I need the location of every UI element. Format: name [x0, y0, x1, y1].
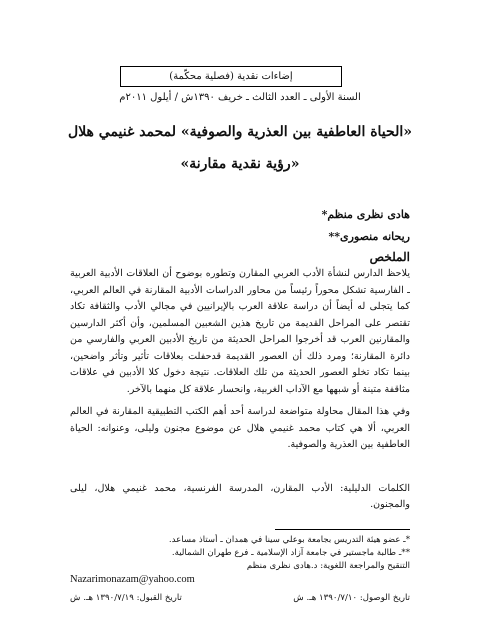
abstract-heading: الملخص: [369, 250, 410, 264]
article-title: «الحياة العاطفية بين العذرية والصوفية» لمحمد غنيمي هلال: [68, 124, 412, 140]
footnote-1: *ـ عضو هيئة التدريس بجامعة بوعلي سينا في همدان ـ أستاذ مساعد.: [168, 535, 410, 545]
accepted-date: تاريخ القبول: ١٣٩٠/٧/١٩ هـ. ش: [70, 593, 182, 603]
keywords: الكلمات الدليلية: الأدب المقارن، المدرسة الفرنسية، محمد غنيمي هلال، ليلى والمجنون.: [70, 483, 410, 510]
author-name-2: ریحانه منصوری**: [328, 230, 410, 243]
author-name-1: هادی نظری منظم*: [321, 208, 410, 221]
issue-line: السنة الأولى ـ العدد الثالث ـ خريف ١٣٩٠ش / أيلول ٢٠١١م: [119, 92, 361, 103]
journal-name: إضاءات نقدية (فصلية محكّمة): [169, 71, 293, 82]
author-email: Nazarimonazam@yahoo.com: [70, 574, 195, 585]
article-subtitle: «رؤية نقدية مقارنة»: [180, 156, 300, 172]
footnote-2: **ـ طالبة ماجستير في جامعة آزاد الإسلامية ـ فرع طهران الشمالية.: [171, 548, 410, 558]
footnotes: [120, 534, 410, 573]
abstract-paragraph-1: يلاحظ الدارس لنشأة الأدب العربي المقارن وتطوره بوضوح أن العلاقات الأدبية العربية ـ الفارسية تشكل محوراً رئيساً من محاور الدراسات الأدبية المقارنة في العالم العربي، كما يتجلى له أيضاً أن دراسة علاقة العرب بالإيرانيين في مجالي الأدب والثقافة تكاد تقتصر على المراحل القديمة من تاريخ هذين الشعبين المسلمين، وأن أكثر الدارسين والمقارنين العرب قد أخرجوا المراحل الحديثة من تاريخ الأدبين العربي والفارسي من دائرة المقارنة؛ ومرد ذلك أن العصور القديمة قدحفلت بعلاقات تأثير وتأثر واضحين، بينما تكاد تخلو العصور الحديثة من تلك العلاقات. نتيجة دخول كلا الأدبين في علاقات مثاقفة متينة أو شبهها مع الآداب الغربية، وانحسار علاقة كل منهما بالآخر.: [70, 268, 410, 395]
abstract-paragraph-2: وفي هذا المقال محاولة متواضعة لدراسة أحد أهم الكتب التطبيقية المقارنة في العالم العربي، ألا هي كتاب محمد غنيمي هلال عن موضوع مجنون وليلى، وعنوانه: الحياة العاطفية بين العذرية والصوفية.: [70, 406, 410, 450]
footnote-3: التنقيح والمراجعة اللغوية: د.هادی نظری منظم: [246, 561, 410, 571]
footnote-divider: [275, 529, 410, 530]
abstract-body: [70, 266, 410, 454]
received-date: تاريخ الوصول: ١٣٩٠/٧/١٠ هـ. ش: [293, 593, 410, 603]
journal-name-box: [120, 66, 342, 87]
